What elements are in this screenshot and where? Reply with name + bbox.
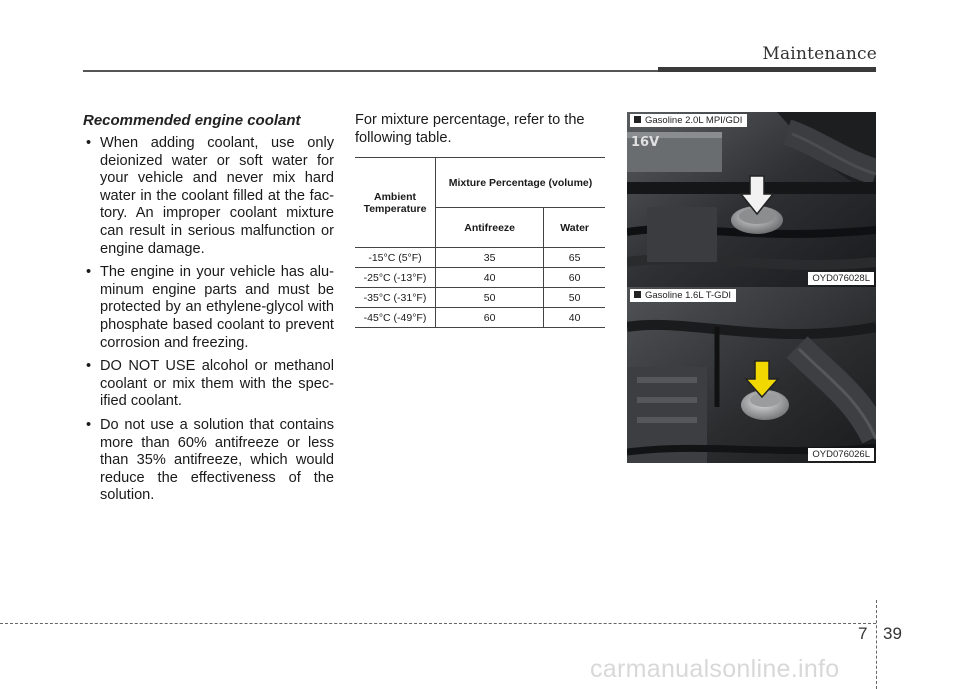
chapter-number: 7	[858, 624, 868, 643]
cell-temperature: -15°C (5°F)	[355, 248, 436, 268]
cell-temperature: -35°C (-31°F)	[355, 288, 436, 308]
engine-bay-image	[627, 112, 876, 287]
table-row	[355, 268, 605, 288]
bullet-dot-icon: •	[86, 135, 92, 151]
svg-text:16V: 16V	[631, 135, 660, 150]
square-bullet-icon	[634, 116, 641, 123]
header-ambient-temperature: Ambient Temperature	[355, 158, 436, 248]
photo-label: Gasoline 2.0L MPI/GDI	[630, 114, 747, 127]
photo-label: Gasoline 1.6L T-GDI	[630, 289, 736, 302]
cell-water: 40	[544, 308, 605, 328]
header-mixture-percentage: Mixture Percentage (volume)	[436, 158, 606, 208]
cell-water: 65	[544, 248, 605, 268]
section-title: Recommended engine coolant	[83, 112, 301, 129]
coolant-section	[83, 112, 334, 511]
page-header-title: Maintenance	[762, 44, 877, 64]
cell-antifreeze: 60	[436, 308, 544, 328]
engine-bay-image	[627, 287, 876, 463]
bullet-dot-icon: •	[86, 358, 92, 375]
engine-photo-2-0l	[627, 112, 876, 287]
table-row	[355, 248, 605, 268]
header-antifreeze: Antifreeze	[436, 208, 544, 248]
page-number: 39	[883, 624, 902, 643]
table-row	[355, 288, 605, 308]
header-water: Water	[544, 208, 605, 248]
cell-temperature: -25°C (-13°F)	[355, 268, 436, 288]
engine-photo-1-6l	[627, 287, 876, 463]
bullet-dot-icon: •	[86, 416, 92, 433]
footer-divider	[876, 600, 877, 689]
table-intro-block	[355, 112, 607, 147]
cell-water: 60	[544, 268, 605, 288]
cell-temperature: -45°C (-49°F)	[355, 308, 436, 328]
cell-antifreeze: 35	[436, 248, 544, 268]
bullet-dot-icon: •	[86, 264, 92, 281]
table-intro-text: For mixture percentage, refer to the following table.	[355, 112, 585, 146]
bullet-list	[83, 135, 334, 505]
bullet-item: • When adding coolant, use only deionized water or soft water for your vehicle and never mix hard water in the coolant filled at the factory. An improper coolant mixture can result in serious malfunction or engine damage.	[86, 135, 334, 257]
cell-antifreeze: 40	[436, 268, 544, 288]
photo-code: OYD076026L	[808, 448, 874, 461]
footer-rule	[0, 623, 876, 624]
watermark: carmanualsonline.info	[590, 655, 840, 683]
table-row	[355, 308, 605, 328]
square-bullet-icon	[634, 291, 641, 298]
cell-antifreeze: 50	[436, 288, 544, 308]
coolant-mixture-table	[355, 157, 605, 328]
bullet-item: • DO NOT USE alcohol or methanol coolant or mix them with the specified coolant.	[86, 358, 334, 410]
photo-code: OYD076028L	[808, 272, 874, 285]
bullet-item: • Do not use a solution that contains more than 60% antifreeze or less than 35% antifreeze, which would reduce the effectiveness of the solution.	[86, 416, 334, 504]
header-rule-accent	[658, 67, 876, 72]
cell-water: 50	[544, 288, 605, 308]
bullet-item: • The engine in your vehicle has aluminum engine parts and must be protected by an ethylene-glycol with phosphate based coolant to prevent corrosion and freezing.	[86, 264, 334, 351]
